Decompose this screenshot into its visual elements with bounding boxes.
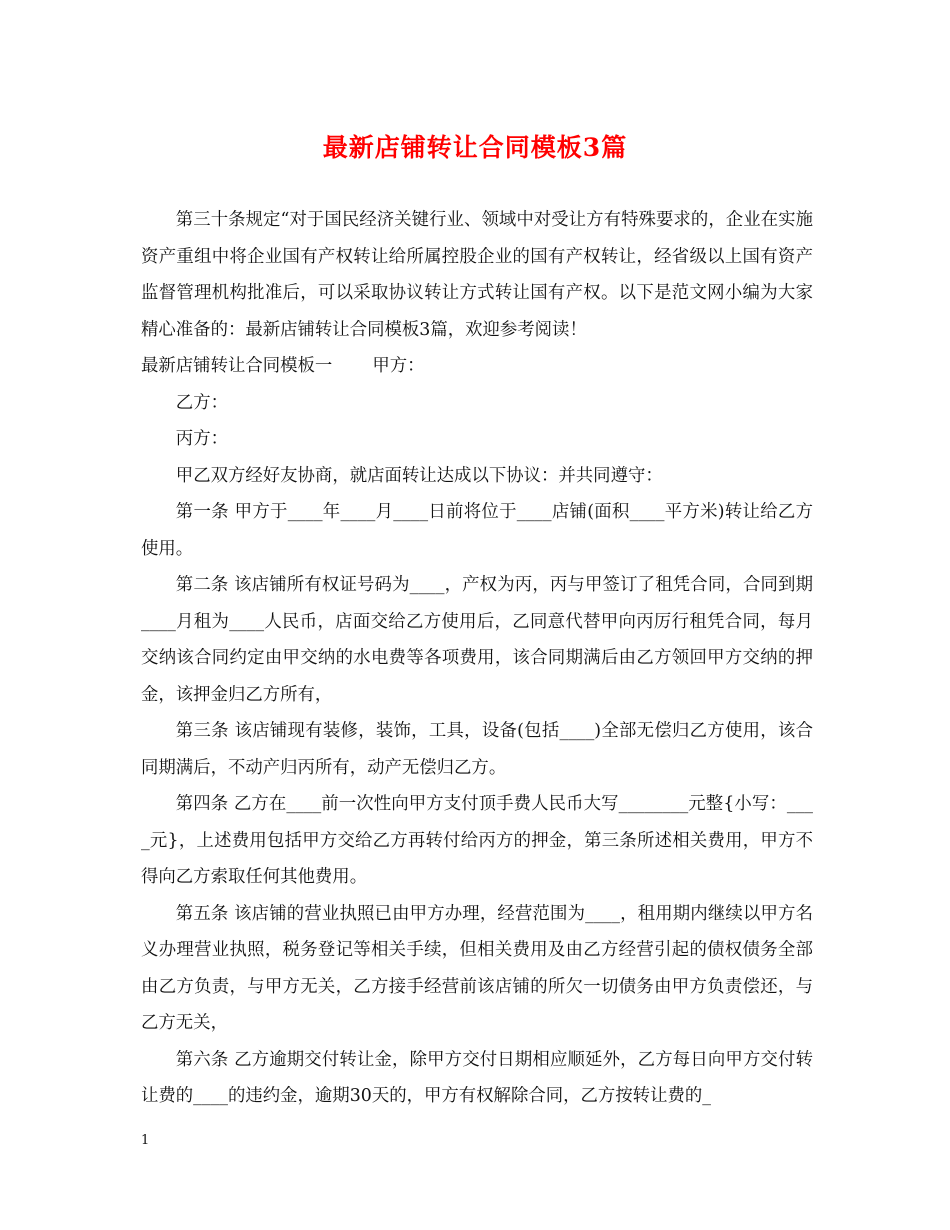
section-heading-line bbox=[141, 348, 813, 385]
party-a-label: 甲方： bbox=[372, 356, 425, 376]
party-c-label: 丙方： bbox=[175, 429, 228, 449]
section-heading: 最新店铺转让合同模板一 bbox=[141, 356, 333, 376]
agreement-intro: 甲乙双方经好友协商，就店面转让达成以下协议：并共同遵守： bbox=[175, 465, 663, 486]
intro-paragraph: 第三十条规定“对于国民经济关键行业、领域中对受让方有特殊要求的，企业在实施资产重组中将企业国有产权转让给所属控股企业的国有产权转让，经省级以上国有资产监督管理机构批准后，可以采取协议转让方式转让国有产权。以下是范文网小编为大家精心准备的：最新店铺转让合同模板3篇，欢迎参考阅读！ bbox=[141, 210, 813, 340]
article-6: 第六条 乙方逾期交付转让金，除甲方交付日期相应顺延外，乙方每日向甲方交付转让费的____的违约金，逾期30天的，甲方有权解除合同，乙方按转让费的_ bbox=[141, 1049, 813, 1106]
page-number: 1 bbox=[141, 1133, 150, 1148]
document-body bbox=[141, 202, 813, 1115]
article-3: 第三条 该店铺现有装修，装饰，工具，设备(包括____)全部无偿归乙方使用，该合同期满后，不动产归丙所有，动产无偿归乙方。 bbox=[141, 721, 813, 778]
article-1: 第一条 甲方于____年____月____日前将位于____店铺(面积____平方米)转让给乙方使用。 bbox=[141, 502, 813, 559]
article-4: 第四条 乙方在____前一次性向甲方支付顶手费人民币大写________元整{小写：____元}，上述费用包括甲方交给乙方再转付给丙方的押金，第三条所述相关费用，甲方不得向乙方索取任何其他费用。 bbox=[141, 794, 813, 887]
party-b-label: 乙方： bbox=[175, 392, 228, 413]
article-5: 第五条 该店铺的营业执照已由甲方办理，经营范围为____，租用期内继续以甲方名义办理营业执照，税务登记等相关手续，但相关费用及由乙方经营引起的债权债务全部由乙方负责，与甲方无关，乙方接手经营前该店铺的所欠一切债务由甲方负责偿还，与乙方无关， bbox=[141, 903, 813, 1033]
article-2: 第二条 该店铺所有权证号码为____，产权为丙，丙与甲签订了租凭合同，合同到期____月租为____人民币，店面交给乙方使用后，乙同意代替甲向丙厉行租凭合同，每月交纳该合同约定由甲交纳的水电费等各项费用，该合同期满后由乙方领回甲方交纳的押金，该押金归乙方所有， bbox=[141, 575, 813, 705]
document-title: 最新店铺转让合同模板3篇 bbox=[322, 133, 628, 162]
